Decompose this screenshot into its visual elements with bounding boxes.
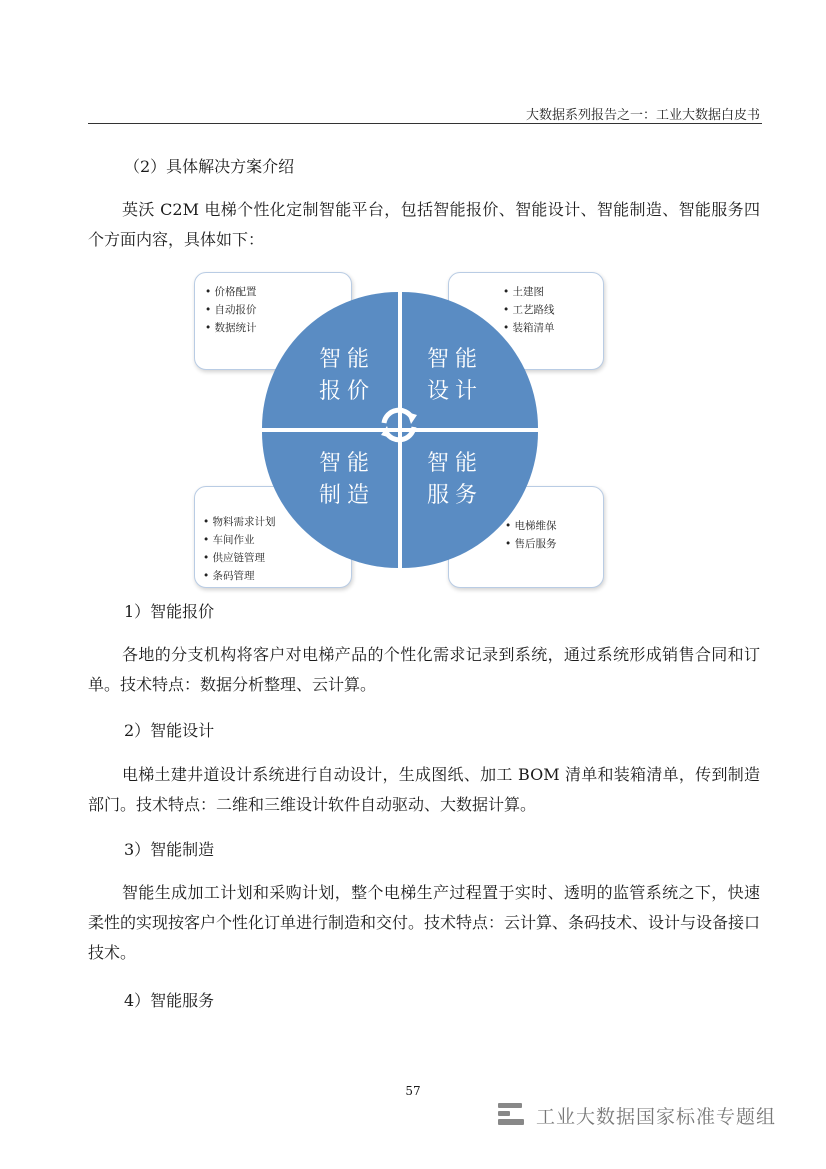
box-item: • 土建图 (503, 283, 603, 301)
item-text-design: 电梯土建井道设计系统进行自动设计，生成图纸、加工 BOM 清单和装箱清单，传到制造部门。技术特点：二维和三维设计软件自动驱动、大数据计算。 (88, 765, 760, 814)
quadrant-label: 智能 (426, 347, 483, 372)
box-item: • 价格配置 (205, 283, 351, 301)
box-item: • 物料需求计划 (203, 513, 351, 531)
quadrant-label: 设计 (426, 379, 483, 404)
item-heading-manufacture: 3）智能制造 (124, 840, 215, 859)
box-item: • 售后服务 (505, 535, 603, 553)
box-item: • 供应链管理 (203, 549, 351, 567)
quadrant-label: 报价 (318, 379, 375, 404)
box-item: • 电梯维保 (505, 517, 603, 535)
box-item: • 自动报价 (205, 301, 351, 319)
item-heading-service: 4）智能服务 (124, 991, 215, 1010)
quadrant-label: 智能 (318, 347, 375, 372)
cycle-arrows-icon (375, 401, 423, 449)
page-number: 57 (405, 1084, 421, 1098)
item-heading-quote: 1）智能报价 (124, 602, 215, 621)
section-heading: （2）具体解决方案介绍 (124, 157, 295, 176)
intro-paragraph: 英沃 C2M 电梯个性化定制智能平台，包括智能报价、智能设计、智能制造、智能服务四个方面内容，具体如下： (88, 200, 760, 249)
quadrant-label: 智能 (426, 451, 483, 476)
box-item: • 车间作业 (203, 531, 351, 549)
box-item: • 工艺路线 (503, 301, 603, 319)
item-heading-design: 2）智能设计 (124, 721, 215, 740)
box-item: • 数据统计 (205, 319, 351, 337)
running-header: 大数据系列报告之一：工业大数据白皮书 (525, 108, 760, 123)
book-stack-logo-icon (496, 1101, 528, 1129)
watermark (496, 1098, 776, 1132)
quadrant-label: 服务 (426, 483, 483, 508)
item-text-manufacture: 智能生成加工计划和采购计划，整个电梯生产过程置于实时、透明的监管系统之下，快速柔性的实现按客户个性化订单进行制造和交付。技术特点：云计算、条码技术、设计与设备接口技术。 (88, 883, 761, 962)
watermark-text: 工业大数据国家标准专题组 (536, 1105, 777, 1128)
quadrant-label: 制造 (318, 483, 375, 508)
item-text-quote: 各地的分支机构将客户对电梯产品的个性化需求记录到系统，通过系统形成销售合同和订单。技术特点：数据分析整理、云计算。 (88, 645, 760, 694)
solution-diagram (190, 268, 610, 590)
header-rule (88, 123, 762, 124)
box-item: • 装箱清单 (503, 319, 603, 337)
quadrant-label: 智能 (318, 451, 375, 476)
box-item: • 条码管理 (203, 567, 351, 585)
